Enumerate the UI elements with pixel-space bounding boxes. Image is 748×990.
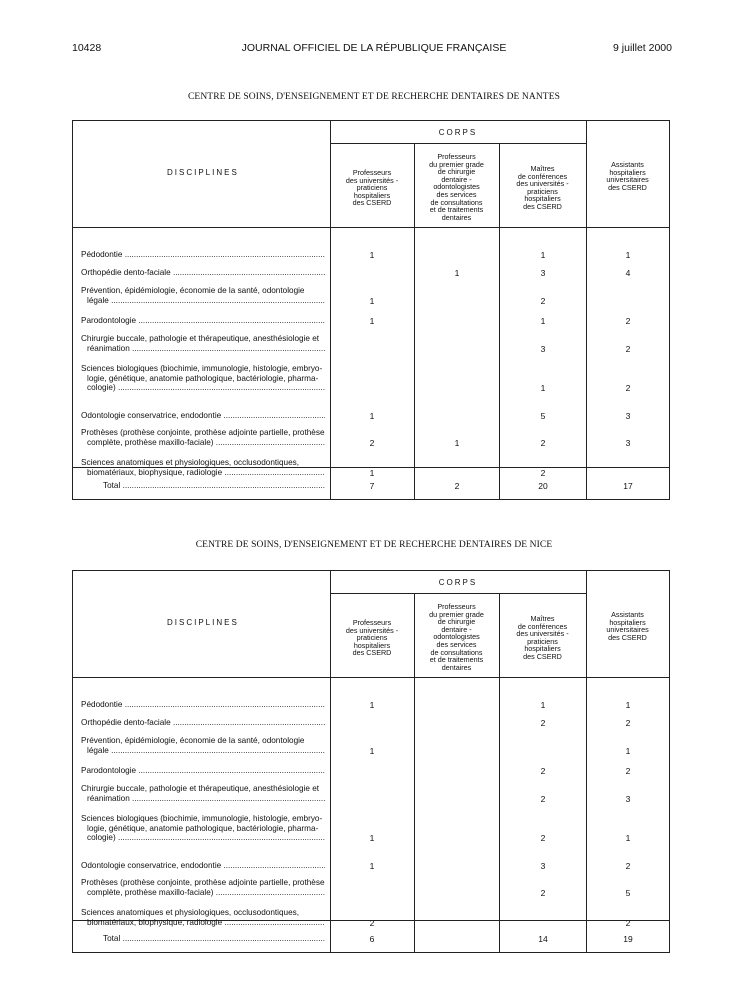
column-header-line: hospitaliers — [353, 190, 391, 200]
column-header-line: des CSERD — [523, 651, 562, 661]
cell-value: 2 — [625, 861, 631, 871]
column-header-line: des services — [436, 639, 477, 649]
cell-value: 5 — [540, 411, 546, 421]
header-divider — [73, 677, 669, 678]
column-header-line: et de traitements — [429, 655, 484, 665]
column-header-line: de chirurgie — [437, 617, 476, 627]
discipline-label — [81, 334, 325, 353]
column-header-line: dentaire - — [441, 624, 472, 634]
discipline-label-line: Prothèses (prothèse conjointe, prothèse adjointe partielle, prothèse — [81, 428, 325, 437]
column-header-line: hospitaliers — [353, 640, 391, 650]
column-header-line: des universités - — [345, 625, 399, 635]
total-value: 19 — [623, 934, 633, 944]
discipline-label-line: légale ..... — [81, 296, 325, 306]
column-header-line: de conférences — [517, 621, 568, 631]
column-header-line: des CSERD — [352, 198, 392, 208]
discipline-label-line: Chirurgie buccale, pathologie et thérapeutique, anesthésiologie et — [81, 784, 320, 793]
cell-value: 3 — [625, 793, 631, 804]
cell-value: 2 — [540, 718, 546, 728]
total-value: 14 — [538, 934, 548, 944]
total-value: 20 — [538, 481, 548, 491]
total-label — [103, 481, 325, 491]
total-divider — [73, 920, 669, 921]
disciplines-heading: DISCIPLINES — [167, 168, 239, 177]
column-header-line: praticiens — [356, 183, 388, 193]
column-header-line: praticiens — [527, 636, 558, 646]
column-header-line: des universités - — [516, 629, 569, 639]
discipline-label-line: complète, prothèse maxillo-faciale) ..... — [81, 888, 325, 898]
discipline-label — [81, 411, 325, 421]
total-label-text: Total ..... — [103, 481, 325, 491]
discipline-label — [81, 316, 325, 326]
cell-value: 1 — [369, 861, 375, 871]
total-label-text: Total ..... — [103, 934, 325, 944]
total-divider — [73, 467, 669, 468]
journal-title: JOURNAL OFFICIEL DE LA RÉPUBLIQUE FRANÇAISE — [241, 42, 507, 54]
cell-value: 1 — [454, 268, 460, 278]
total-value: 17 — [623, 481, 633, 491]
discipline-label-line: logie, génétique, anatomie pathologique, bactériologie, pharma- — [87, 373, 319, 383]
total-value: 6 — [369, 934, 375, 944]
column-header-line: du premier grade — [429, 609, 484, 619]
discipline-label-line: Orthopédie dento-faciale ..... — [81, 268, 325, 278]
column-header-line: universitaires — [606, 175, 649, 185]
col-premier-grade-header — [414, 153, 499, 221]
discipline-label — [81, 718, 325, 728]
disciplines-table — [72, 120, 670, 500]
discipline-label — [81, 700, 325, 710]
discipline-label-line: Sciences anatomiques et physiologiques, occlusodontiques, — [81, 908, 300, 917]
discipline-label-line: Prévention, épidémiologie, économie de la santé, odontologie — [81, 736, 305, 745]
cell-value: 2 — [625, 383, 631, 394]
cell-value: 2 — [625, 718, 631, 728]
cell-value: 1 — [369, 316, 375, 326]
cell-value: 2 — [625, 766, 631, 776]
column-header-line: hospitaliers — [524, 644, 561, 654]
cell-value: 4 — [625, 268, 631, 278]
disciplines-heading: DISCIPLINES — [167, 618, 239, 627]
discipline-label — [81, 250, 325, 260]
cell-value: 2 — [369, 437, 375, 448]
cell-value: 3 — [625, 411, 631, 421]
discipline-label — [81, 736, 325, 755]
discipline-label-line: Parodontologie ..... — [81, 766, 325, 776]
cell-value: 2 — [540, 467, 546, 478]
corps-heading: CORPS — [438, 578, 478, 587]
column-header-line: des universités - — [345, 175, 399, 185]
column-header-line: des CSERD — [523, 201, 562, 211]
col-maitres-header — [499, 615, 586, 661]
cell-value: 1 — [540, 250, 546, 260]
col-professeurs-header — [330, 169, 414, 207]
table-caption: CENTRE DE SOINS, D'ENSEIGNEMENT ET DE RECHERCHE DENTAIRES DE NANTES — [188, 92, 560, 102]
discipline-label-line: biomatériaux, biophysique, radiologie ..... — [81, 918, 325, 928]
column-header-line: Assistants — [611, 610, 644, 619]
column-header-line: praticiens — [356, 633, 388, 643]
discipline-label-line: Sciences biologiques (biochimie, immunologie, histologie, embryo- — [81, 364, 323, 373]
discipline-label-line: Odontologie conservatrice, endodontie ..... — [81, 411, 325, 421]
column-header-line: Professeurs — [352, 618, 392, 627]
discipline-label-line: Prévention, épidémiologie, économie de la santé, odontologie — [81, 286, 305, 295]
corps-divider — [330, 143, 586, 144]
column-header-line: odontologistes — [433, 182, 480, 192]
discipline-label-line: Parodontologie ..... — [81, 316, 325, 326]
column-header-line: Professeurs — [352, 168, 392, 177]
total-value: 7 — [369, 481, 375, 491]
discipline-label — [81, 766, 325, 776]
discipline-label-line: Odontologie conservatrice, endodontie ..... — [81, 861, 325, 871]
discipline-label — [81, 784, 325, 803]
discipline-label-line: Sciences biologiques (biochimie, immunologie, histologie, embryo- — [81, 814, 323, 823]
col-professeurs-header — [330, 619, 414, 657]
column-header-line: des services — [436, 189, 477, 199]
cell-value: 2 — [625, 316, 631, 326]
col-assistants-header — [586, 161, 669, 191]
column-header-line: du premier grade — [429, 159, 484, 169]
cell-value: 3 — [540, 343, 546, 354]
discipline-label — [81, 814, 325, 843]
discipline-label-line: réanimation ..... — [81, 794, 325, 804]
discipline-label — [81, 908, 325, 927]
discipline-label-line: biomatériaux, biophysique, radiologie ..... — [81, 468, 325, 478]
discipline-label-line: Sciences anatomiques et physiologiques, occlusodontiques, — [81, 458, 300, 467]
cell-value: 1 — [369, 833, 375, 844]
discipline-label — [81, 286, 325, 305]
column-header-line: des CSERD — [608, 182, 647, 192]
column-header-line: hospitaliers — [524, 194, 561, 204]
column-header-line: de conférences — [517, 171, 568, 181]
discipline-label-line: logie, génétique, anatomie pathologique, bactériologie, pharma- — [87, 823, 319, 833]
column-header-line: dentaires — [441, 212, 472, 222]
discipline-label-line: Pédodontie ..... — [81, 250, 325, 260]
column-header-line: Maîtres — [530, 164, 555, 173]
discipline-label-line: cologie) ..... — [81, 833, 325, 843]
total-value: 2 — [454, 481, 460, 491]
cell-value: 2 — [540, 766, 546, 776]
column-header-line: des universités - — [516, 179, 569, 189]
cell-value: 1 — [369, 467, 375, 478]
discipline-label — [81, 428, 325, 447]
corps-divider — [330, 593, 586, 594]
cell-value: 1 — [369, 745, 375, 756]
cell-value: 3 — [540, 268, 546, 278]
column-header-line: dentaires — [441, 662, 472, 672]
discipline-label-line: réanimation ..... — [81, 344, 325, 354]
discipline-label-line: Pédodontie ..... — [81, 700, 325, 710]
page-number: 10428 — [72, 42, 102, 54]
header-divider — [73, 227, 669, 228]
column-header-line: Assistants — [611, 160, 644, 169]
cell-value: 1 — [454, 437, 460, 448]
cell-value: 1 — [625, 745, 631, 756]
cell-value: 1 — [540, 383, 546, 394]
cell-value: 1 — [625, 700, 631, 710]
column-header-line: Professeurs — [437, 602, 476, 611]
cell-value: 1 — [625, 833, 631, 844]
col-assistants-header — [586, 611, 669, 641]
col-maitres-header — [499, 165, 586, 211]
cell-value: 2 — [625, 343, 631, 354]
col-premier-grade-header — [414, 603, 499, 671]
cell-value: 3 — [625, 437, 631, 448]
cell-value: 2 — [540, 793, 546, 804]
discipline-label-line: légale ..... — [81, 746, 325, 756]
cell-value: 2 — [540, 887, 546, 898]
table-caption: CENTRE DE SOINS, D'ENSEIGNEMENT ET DE RECHERCHE DENTAIRES DE NICE — [195, 540, 553, 550]
column-header-line: praticiens — [527, 186, 558, 196]
discipline-label-line: Orthopédie dento-faciale ..... — [81, 718, 325, 728]
column-header-line: hospitaliers — [609, 617, 646, 627]
column-header-line: dentaire - — [441, 174, 472, 184]
column-header-line: odontologistes — [433, 632, 480, 642]
column-header-line: de consultations — [430, 197, 483, 207]
corps-heading: CORPS — [438, 128, 478, 137]
cell-value: 1 — [540, 316, 546, 326]
publication-date: 9 juillet 2000 — [613, 42, 672, 54]
discipline-label — [81, 878, 325, 897]
cell-value: 2 — [369, 917, 375, 928]
column-header-line: universitaires — [606, 625, 649, 635]
cell-value: 1 — [369, 411, 375, 421]
discipline-label-line: cologie) ..... — [81, 383, 325, 393]
cell-value: 2 — [540, 437, 546, 448]
cell-value: 2 — [625, 917, 631, 928]
discipline-label — [81, 364, 325, 393]
column-header-line: des CSERD — [608, 632, 647, 642]
column-header-line: Professeurs — [437, 152, 476, 161]
cell-value: 2 — [540, 833, 546, 844]
cell-value: 1 — [540, 700, 546, 710]
cell-value: 1 — [369, 700, 375, 710]
cell-value: 3 — [540, 861, 546, 871]
column-header-line: des CSERD — [352, 648, 392, 658]
disciplines-table — [72, 570, 670, 953]
cell-value: 2 — [540, 295, 546, 306]
column-header-line: de chirurgie — [437, 167, 476, 177]
cell-value: 1 — [369, 250, 375, 260]
column-header-line: et de traitements — [429, 205, 484, 215]
column-header-line: Maîtres — [530, 614, 555, 623]
discipline-label-line: Chirurgie buccale, pathologie et thérapeutique, anesthésiologie et — [81, 334, 320, 343]
discipline-label — [81, 861, 325, 871]
column-header-line: hospitaliers — [609, 167, 646, 177]
discipline-label — [81, 268, 325, 278]
discipline-label-line: complète, prothèse maxillo-faciale) ..... — [81, 438, 325, 448]
discipline-label-line: Prothèses (prothèse conjointe, prothèse adjointe partielle, prothèse — [81, 878, 325, 887]
cell-value: 1 — [625, 250, 631, 260]
column-header-line: de consultations — [430, 647, 483, 657]
total-label — [103, 934, 325, 944]
cell-value: 1 — [369, 295, 375, 306]
cell-value: 5 — [625, 887, 631, 898]
